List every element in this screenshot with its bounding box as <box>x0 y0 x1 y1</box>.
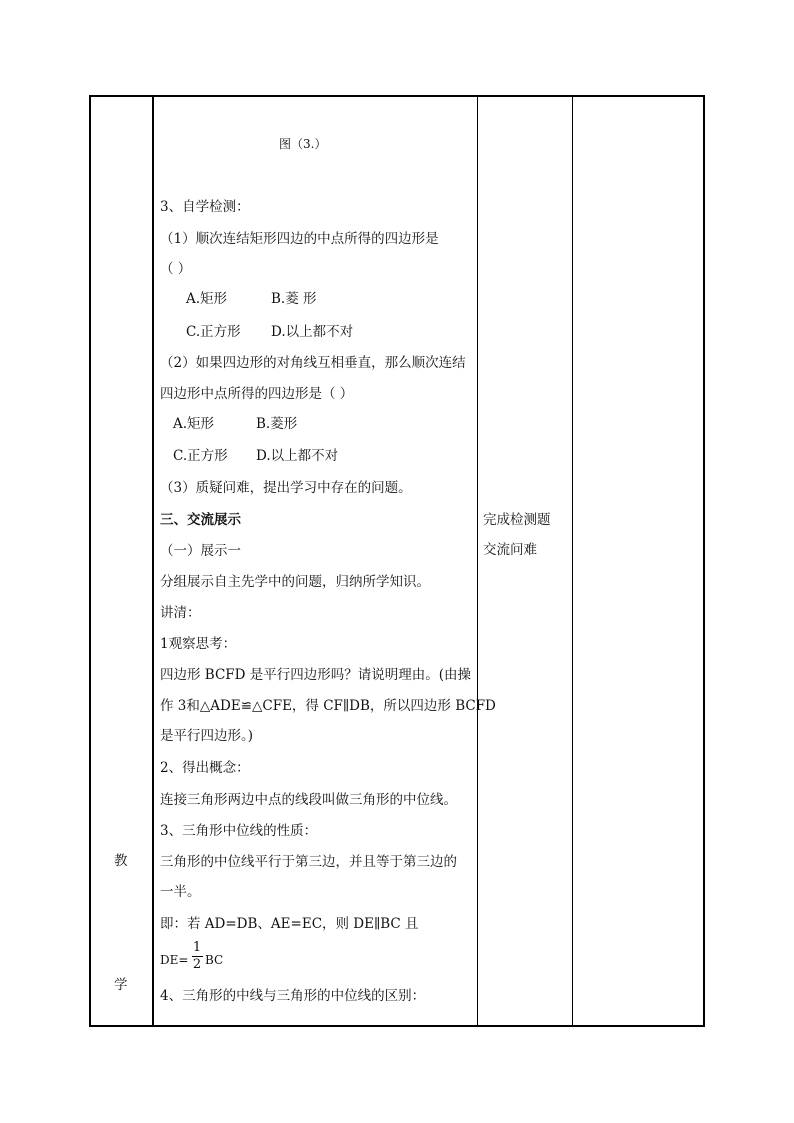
observe-line-2: 作 3和△ADE≌△CFE，得 CF∥DB，所以四边形 BCFD <box>160 698 496 714</box>
difference-line: 4、三角形的中线与三角形的中位线的区别： <box>160 988 426 1004</box>
explain-label: 讲清： <box>160 605 201 621</box>
section-self-test-title: 3、自学检测： <box>160 199 250 215</box>
property-line-1: 三角形的中位线平行于第三边，并且等于第三边的 <box>160 854 457 870</box>
stage-char-teach: 教 <box>114 853 128 869</box>
observe-line-3: 是平行四边形。) <box>160 728 254 744</box>
column-divider <box>477 97 478 1025</box>
stage-char-learn: 学 <box>114 977 128 993</box>
question-2-line-1: （2）如果四边形的对角线互相垂直，那么顺次连结 <box>160 355 466 371</box>
question-1-option-a: A.矩形 <box>186 291 228 307</box>
question-2-option-c: C.正方形 <box>173 448 228 464</box>
column-divider <box>152 97 154 1025</box>
question-2-option-b: B.菱形 <box>256 416 298 432</box>
concept-title: 2、得出概念： <box>160 760 250 776</box>
show-one-heading: （一）展示一 <box>160 543 241 559</box>
formula-bc-suffix: BC <box>205 953 224 967</box>
observe-title: 1观察思考： <box>160 636 237 652</box>
question-2-option-a: A.矩形 <box>173 416 215 432</box>
question-1-option-c: C.正方形 <box>186 324 241 340</box>
activity-line-1: 完成检测题 <box>483 512 551 528</box>
formula-condition: 即：若 AD=DB、AE=EC，则 DE∥BC 且 <box>160 916 419 932</box>
fraction-denominator: 2 <box>192 957 202 972</box>
question-1-option-b: B.菱 形 <box>271 291 317 307</box>
section-exchange-title: 三、交流展示 <box>160 512 241 528</box>
question-3-line: （3）质疑问难，提出学习中存在的问题。 <box>160 480 412 496</box>
activity-line-2: 交流问难 <box>483 542 537 558</box>
property-line-2: 一半。 <box>160 884 201 900</box>
question-1-line-2: （ ） <box>160 261 192 277</box>
concept-text: 连接三角形两边中点的线段叫做三角形的中位线。 <box>160 792 457 808</box>
formula-de-prefix: DE= <box>160 953 189 967</box>
question-2-option-d: D.以上都不对 <box>256 448 339 464</box>
fraction-numerator: 1 <box>192 940 202 955</box>
observe-line-1: 四边形 BCFD 是平行四边形吗？请说明理由。(由操 <box>160 667 472 683</box>
column-divider <box>572 97 573 1025</box>
show-one-description: 分组展示自主先学中的问题，归纳所学知识。 <box>160 574 430 590</box>
question-1-option-d: D.以上都不对 <box>271 324 354 340</box>
property-title: 3、三角形中位线的性质： <box>160 823 318 839</box>
figure-caption: 图（3.） <box>279 137 327 151</box>
question-1-line-1: （1）顺次连结矩形四边的中点所得的四边形是 <box>160 231 439 247</box>
question-2-line-2: 四边形中点所得的四边形是（ ） <box>160 386 354 402</box>
